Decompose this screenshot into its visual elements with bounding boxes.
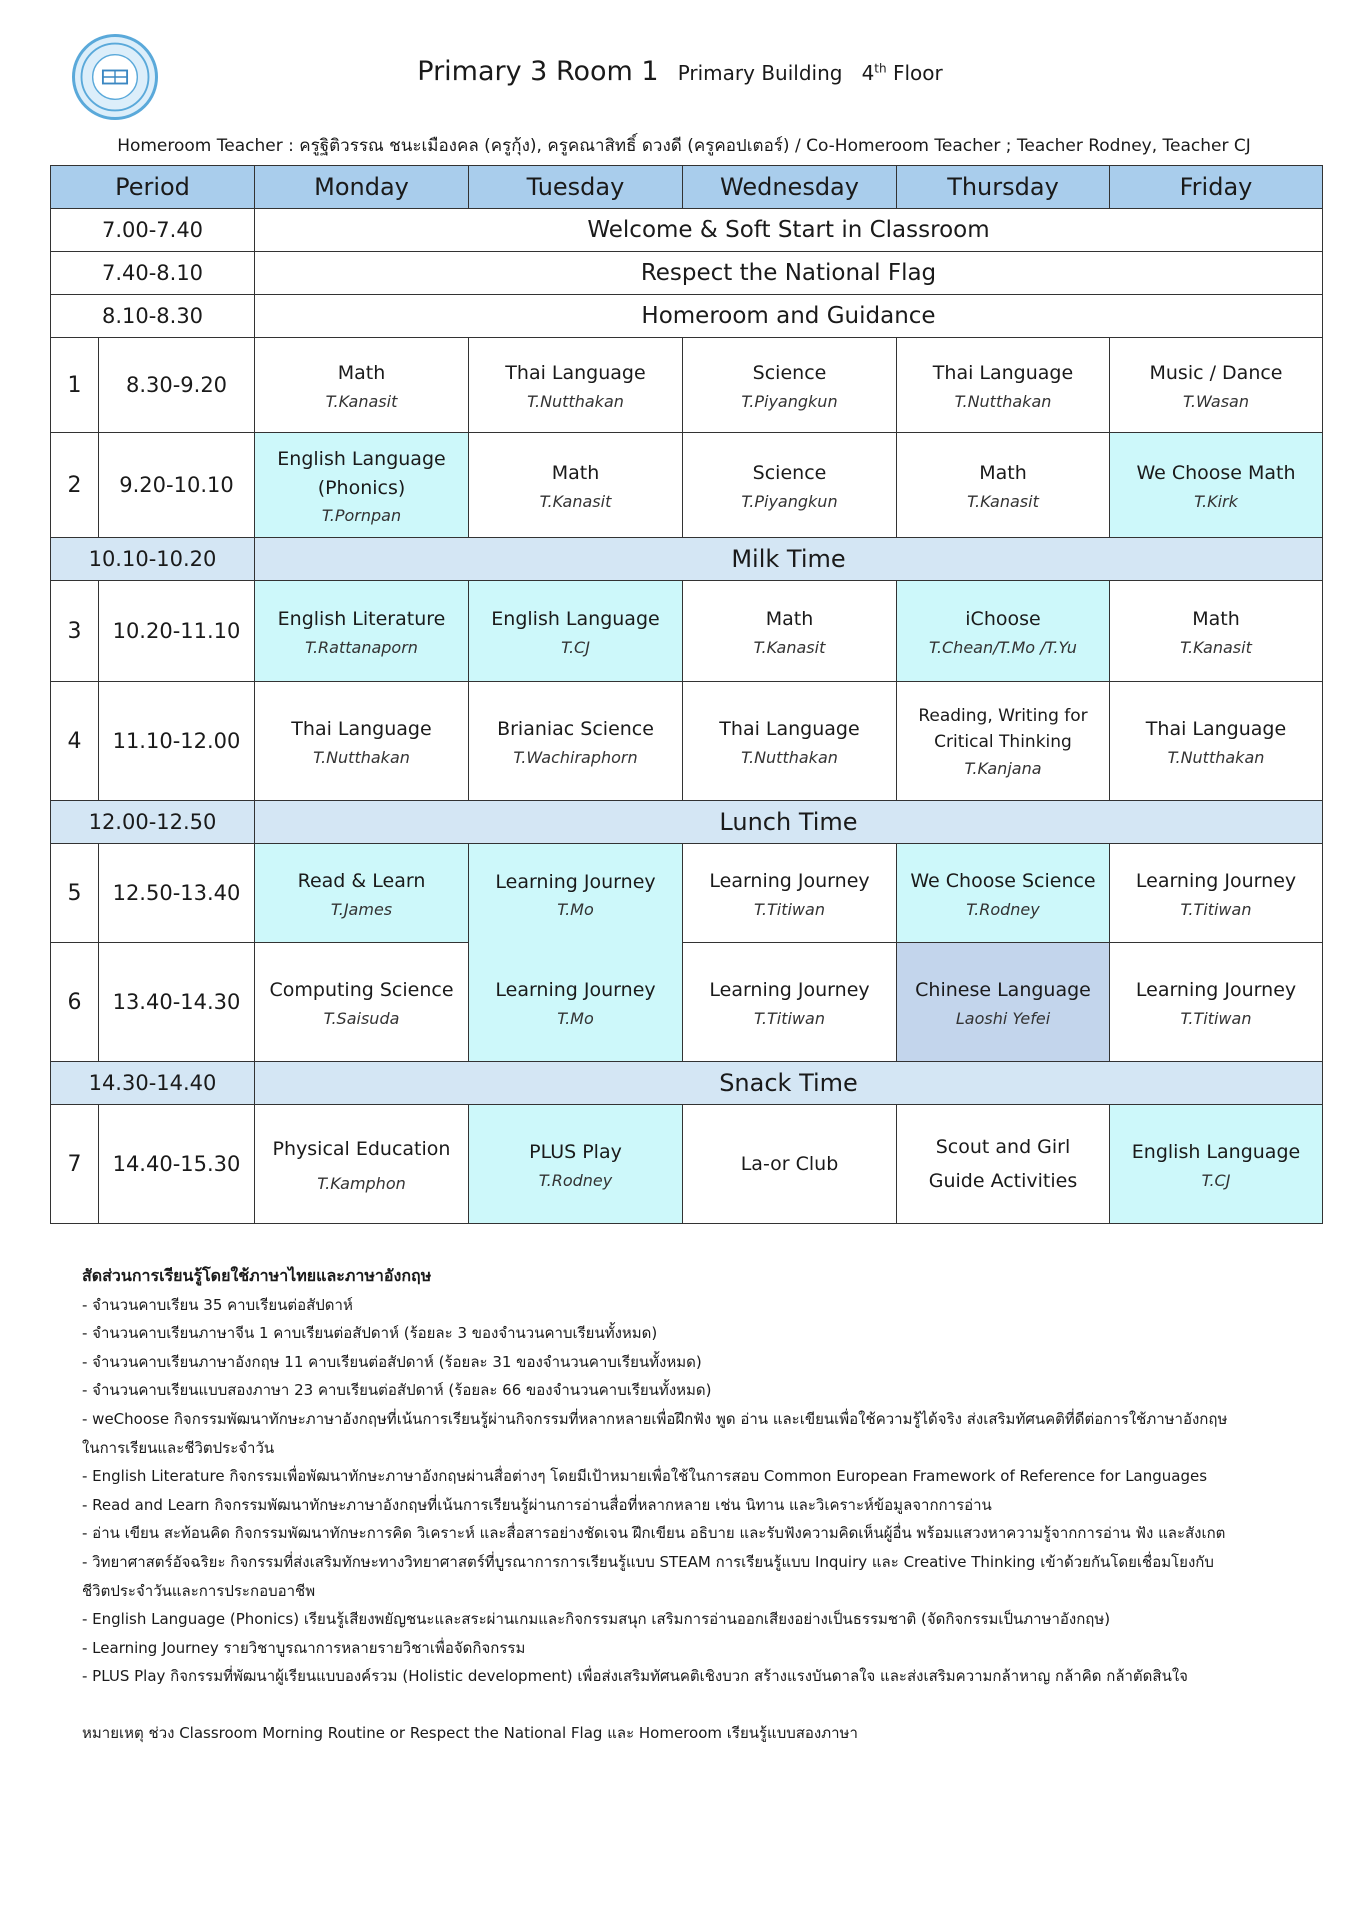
class-cell bbox=[683, 1105, 897, 1224]
teacher: T.Nutthakan bbox=[527, 391, 624, 411]
class-cell bbox=[683, 682, 897, 801]
period-number: 7 bbox=[51, 1105, 99, 1224]
subject: PLUS Play bbox=[529, 1141, 622, 1164]
class-cell bbox=[683, 433, 897, 538]
routine-time: 7.00-7.40 bbox=[51, 209, 255, 252]
period-number: 4 bbox=[51, 682, 99, 801]
teacher: T.Mo bbox=[557, 900, 594, 919]
period-time: 11.10-12.00 bbox=[99, 682, 255, 801]
teacher: T.Wachiraphorn bbox=[513, 747, 638, 767]
note-line: - วิทยาศาสตร์อัจฉริยะ กิจกรรมที่ส่งเสริมทักษะทางวิทยาศาสตร์ที่บูรณาการการเรียนรู้แบบ STEAM การเรียนรู้แบบ Inquiry และ Creative Thinking เข้าด้วยกันโดยเชื่อมโยงกับ bbox=[82, 1552, 1214, 1571]
subject: English Language bbox=[1131, 1141, 1301, 1164]
subject: Physical Education bbox=[272, 1138, 451, 1161]
teacher: T.Kamphon bbox=[317, 1173, 406, 1193]
header-period: Period bbox=[51, 166, 255, 209]
break-row bbox=[51, 538, 1323, 581]
teacher: T.James bbox=[330, 899, 393, 919]
class-cell bbox=[469, 943, 683, 1062]
class-cell bbox=[469, 338, 683, 433]
period-row bbox=[51, 943, 1323, 1062]
class-cell bbox=[683, 581, 897, 682]
class-cell bbox=[469, 1105, 683, 1224]
period-number: 2 bbox=[51, 433, 99, 538]
page-title bbox=[300, 56, 1060, 87]
note-line: - จำนวนคาบเรียนภาษาจีน 1 คาบเรียนต่อสัปดาห์ (ร้อยละ 3 ของจำนวนคาบเรียนทั้งหมด) bbox=[82, 1324, 658, 1343]
teacher: T.Nutthakan bbox=[313, 747, 410, 767]
teacher: T.Kanasit bbox=[753, 637, 826, 657]
teacher: T.CJ bbox=[561, 637, 590, 657]
header-wednesday: Wednesday bbox=[683, 166, 897, 209]
floor-word: Floor bbox=[892, 61, 943, 85]
class-cell bbox=[469, 844, 683, 943]
subject: Thai Language bbox=[1145, 718, 1287, 741]
break-row bbox=[51, 801, 1323, 844]
break-label: Milk Time bbox=[255, 538, 1323, 581]
class-name: Primary 3 Room 1 bbox=[417, 56, 659, 87]
remark: หมายเหตุ ช่วง Classroom Morning Routine or Respect the National Flag และ Homeroom เรียนรู้แบบสองภาษา bbox=[82, 1723, 858, 1742]
period-row bbox=[51, 433, 1323, 538]
class-cell bbox=[1110, 581, 1323, 682]
floor-suffix: th bbox=[874, 61, 887, 76]
subject: Learning Journey bbox=[495, 870, 656, 893]
teacher: T.Titiwan bbox=[754, 899, 825, 919]
note-line: - อ่าน เขียน สะท้อนคิด กิจกรรมพัฒนาทักษะการคิด วิเคราะห์ และสื่อสารอย่างชัดเจน ฝึกเขียน อธิบาย และรับฟังความคิดเห็นผู้อื่น พร้อมแสวงหาความรู้จากการอ่าน ฟัง และสังเกต bbox=[82, 1524, 1226, 1543]
teacher: T.Kanasit bbox=[1180, 637, 1252, 657]
break-label: Lunch Time bbox=[255, 801, 1323, 844]
subject: Math bbox=[551, 462, 600, 485]
class-cell bbox=[255, 682, 469, 801]
subject: Thai Language bbox=[291, 718, 432, 741]
teacher: T.Mo bbox=[557, 1008, 594, 1028]
header-friday: Friday bbox=[1110, 166, 1323, 209]
break-time: 14.30-14.40 bbox=[51, 1062, 255, 1105]
class-cell bbox=[255, 1105, 469, 1224]
class-cell bbox=[683, 338, 897, 433]
note-line: - จำนวนคาบเรียน 35 คาบเรียนต่อสัปดาห์ bbox=[82, 1295, 353, 1314]
routine-row bbox=[51, 209, 1323, 252]
subject: Learning Journey bbox=[709, 870, 870, 893]
class-cell bbox=[255, 581, 469, 682]
period-time: 10.20-11.10 bbox=[99, 581, 255, 682]
subject: Computing Science bbox=[269, 979, 454, 1002]
routine-activity: Welcome & Soft Start in Classroom bbox=[255, 209, 1323, 252]
subject: Music / Dance bbox=[1149, 362, 1283, 385]
teacher: T.Nutthakan bbox=[954, 391, 1052, 411]
class-cell bbox=[1110, 433, 1323, 538]
subject: Math bbox=[765, 608, 814, 631]
teacher: T.Pornpan bbox=[321, 506, 402, 525]
period-number: 3 bbox=[51, 581, 99, 682]
teacher: T.Titiwan bbox=[754, 1008, 825, 1028]
note-line: - English Literature กิจกรรมเพื่อพัฒนาทักษะภาษาอังกฤษผ่านสื่อต่างๆ โดยมีเป้าหมายเพื่อใช้ในการสอบ Common European Framework of Reference for Languages bbox=[82, 1467, 1208, 1486]
routine-activity: Respect the National Flag bbox=[255, 252, 1323, 295]
routine-time: 7.40-8.10 bbox=[51, 252, 255, 295]
teacher: T.Titiwan bbox=[1180, 1008, 1252, 1028]
header-thursday: Thursday bbox=[897, 166, 1110, 209]
header-monday: Monday bbox=[255, 166, 469, 209]
note-line: - Read and Learn กิจกรรมพัฒนาทักษะภาษาอังกฤษที่เน้นการเรียนรู้ผ่านการอ่านสื่อที่หลากหลาย เช่น นิทาน และวิเคราะห์ข้อมูลจากการอ่าน bbox=[82, 1495, 992, 1514]
note-line: - จำนวนคาบเรียนแบบสองภาษา 23 คาบเรียนต่อสัปดาห์ (ร้อยละ 66 ของจำนวนคาบเรียนทั้งหมด) bbox=[82, 1381, 712, 1400]
note-line: - PLUS Play กิจกรรมที่พัฒนาผู้เรียนแบบองค์รวม (Holistic development) เพื่อส่งเสริมทัศนคติเชิงบวก สร้างแรงบันดาลใจ และส่งเสริมความกล้าหาญ กล้าคิด กล้าตัดสินใจ bbox=[82, 1667, 1188, 1686]
period-number: 1 bbox=[51, 338, 99, 433]
subject: Math bbox=[337, 362, 386, 385]
teacher: T.Kirk bbox=[1194, 491, 1238, 511]
school-logo bbox=[72, 34, 158, 120]
subject: We Choose Math bbox=[1136, 462, 1296, 485]
subject: Thai Language bbox=[932, 362, 1074, 385]
homeroom-teachers: Homeroom Teacher : ครูฐิติวรรณ ชนะเมืองคล (ครูกุ้ง), ครูคณาสิทธิ์ ดวงดี (ครูคอปเตอร์) / Co-Homeroom Teacher ; Teacher Rodney, Teacher CJ bbox=[117, 136, 1251, 156]
note-line: - Learning Journey รายวิชาบูรณาการหลายรายวิชาเพื่อจัดกิจกรรม bbox=[82, 1638, 526, 1657]
subject-line-2: (Phonics) bbox=[317, 476, 406, 499]
header-row bbox=[51, 166, 1323, 209]
building-name: Primary Building bbox=[677, 61, 843, 85]
subject: Chinese Language bbox=[915, 979, 1091, 1002]
class-cell bbox=[255, 433, 469, 538]
timetable bbox=[50, 165, 1323, 1224]
teacher: T.Kanjana bbox=[964, 759, 1042, 778]
class-cell bbox=[1110, 338, 1323, 433]
subject: English Literature bbox=[277, 608, 446, 631]
subject: Math bbox=[979, 462, 1027, 485]
class-cell bbox=[255, 844, 469, 943]
header-tuesday: Tuesday bbox=[469, 166, 683, 209]
break-time: 10.10-10.20 bbox=[51, 538, 255, 581]
subject-line-2: Guide Activities bbox=[928, 1170, 1078, 1192]
subject: We Choose Science bbox=[910, 870, 1096, 893]
routine-activity: Homeroom and Guidance bbox=[255, 295, 1323, 338]
subject: Math bbox=[1192, 608, 1240, 631]
period-number: 5 bbox=[51, 844, 99, 943]
teacher: T.Rodney bbox=[966, 899, 1040, 919]
class-cell bbox=[897, 844, 1110, 943]
subject: Science bbox=[752, 362, 827, 385]
break-row bbox=[51, 1062, 1323, 1105]
period-time: 13.40-14.30 bbox=[99, 943, 255, 1062]
subject: Scout and Girl bbox=[935, 1135, 1071, 1158]
teacher: T.CJ bbox=[1201, 1170, 1231, 1190]
teacher: T.Kanasit bbox=[967, 491, 1039, 511]
period-time: 8.30-9.20 bbox=[99, 338, 255, 433]
subject: Thai Language bbox=[505, 362, 646, 385]
class-cell bbox=[1110, 1105, 1323, 1224]
class-cell bbox=[897, 433, 1110, 538]
subject: Learning Journey bbox=[1135, 870, 1297, 893]
class-cell bbox=[469, 581, 683, 682]
note-line: - weChoose กิจกรรมพัฒนาทักษะภาษาอังกฤษที่เน้นการเรียนรู้ผ่านกิจกรรมที่หลากหลายเพื่อฝึกฟัง พูด อ่าน และเขียนเพื่อใช้ความรู้ได้จริง ส่งเสริมทัศนคติที่ดีต่อการใช้ภาษาอังกฤษ bbox=[82, 1409, 1228, 1428]
break-label: Snack Time bbox=[255, 1062, 1323, 1105]
routine-time: 8.10-8.30 bbox=[51, 295, 255, 338]
class-cell bbox=[469, 682, 683, 801]
teacher: T.Nutthakan bbox=[1167, 747, 1265, 767]
class-cell bbox=[1110, 682, 1323, 801]
teacher: T.Piyangkun bbox=[741, 491, 838, 511]
note-line: - จำนวนคาบเรียนภาษาอังกฤษ 11 คาบเรียนต่อสัปดาห์ (ร้อยละ 31 ของจำนวนคาบเรียนทั้งหมด) bbox=[82, 1352, 702, 1371]
teacher: T.Nutthakan bbox=[741, 747, 838, 767]
floor-label bbox=[862, 61, 943, 85]
subject: La-or Club bbox=[740, 1152, 839, 1175]
subject: Learning Journey bbox=[1135, 979, 1297, 1002]
break-time: 12.00-12.50 bbox=[51, 801, 255, 844]
teacher: T.Kanasit bbox=[539, 491, 612, 511]
teacher: T.Wasan bbox=[1183, 391, 1249, 411]
school-seal-icon bbox=[75, 37, 155, 117]
subject: English Language bbox=[491, 608, 660, 631]
period-time: 14.40-15.30 bbox=[99, 1105, 255, 1224]
note-line: ชีวิตประจำวันและการประกอบอาชีพ bbox=[82, 1581, 316, 1600]
class-cell bbox=[897, 943, 1110, 1062]
subject: Learning Journey bbox=[495, 979, 656, 1001]
subject: Reading, Writing for bbox=[918, 706, 1088, 726]
subject: English Language bbox=[277, 448, 446, 470]
period-row bbox=[51, 338, 1323, 433]
routine-row bbox=[51, 295, 1323, 338]
period-row bbox=[51, 844, 1323, 943]
class-cell bbox=[683, 844, 897, 943]
notes-heading: สัดส่วนการเรียนรู้โดยใช้ภาษาไทยและภาษาอังกฤษ bbox=[82, 1266, 432, 1285]
subject-line-2: Critical Thinking bbox=[934, 731, 1072, 752]
class-cell bbox=[897, 338, 1110, 433]
class-cell bbox=[469, 433, 683, 538]
note-line: ในการเรียนและชีวิตประจำวัน bbox=[82, 1438, 275, 1457]
period-row bbox=[51, 682, 1323, 801]
class-cell bbox=[897, 1105, 1110, 1224]
class-cell bbox=[683, 943, 897, 1062]
routine-row bbox=[51, 252, 1323, 295]
subject: Learning Journey bbox=[709, 979, 870, 1002]
period-time: 9.20-10.10 bbox=[99, 433, 255, 538]
note-line: - English Language (Phonics) เรียนรู้เสียงพยัญชนะและสระผ่านเกมและกิจกรรมสนุก เสริมการอ่านออกเสียงอย่างเป็นธรรมชาติ (จัดกิจกรรมเป็นภาษาอังกฤษ) bbox=[82, 1610, 1111, 1629]
class-cell bbox=[897, 682, 1110, 801]
teacher: T.Chean/T.Mo /T.Yu bbox=[929, 637, 1077, 657]
teacher: Laoshi Yefei bbox=[955, 1008, 1051, 1028]
teacher: T.Kanasit bbox=[325, 391, 398, 411]
teacher: T.Rodney bbox=[538, 1170, 613, 1190]
subject: Read & Learn bbox=[297, 870, 426, 893]
class-cell bbox=[255, 943, 469, 1062]
teacher: T.Titiwan bbox=[1180, 899, 1252, 919]
subject: Science bbox=[752, 462, 827, 485]
period-row bbox=[51, 1105, 1323, 1224]
subject: Thai Language bbox=[719, 718, 860, 741]
class-cell bbox=[1110, 943, 1323, 1062]
teacher: T.Rattanaporn bbox=[305, 637, 418, 657]
period-number: 6 bbox=[51, 943, 99, 1062]
subject: Brianiac Science bbox=[497, 718, 654, 741]
subject: iChoose bbox=[965, 608, 1041, 631]
teacher: T.Saisuda bbox=[323, 1008, 400, 1028]
class-cell bbox=[1110, 844, 1323, 943]
period-time: 12.50-13.40 bbox=[99, 844, 255, 943]
period-row bbox=[51, 581, 1323, 682]
class-cell bbox=[897, 581, 1110, 682]
floor-number: 4 bbox=[861, 61, 875, 85]
teacher: T.Piyangkun bbox=[741, 391, 838, 411]
notes-section bbox=[82, 1262, 1302, 1748]
class-cell bbox=[255, 338, 469, 433]
